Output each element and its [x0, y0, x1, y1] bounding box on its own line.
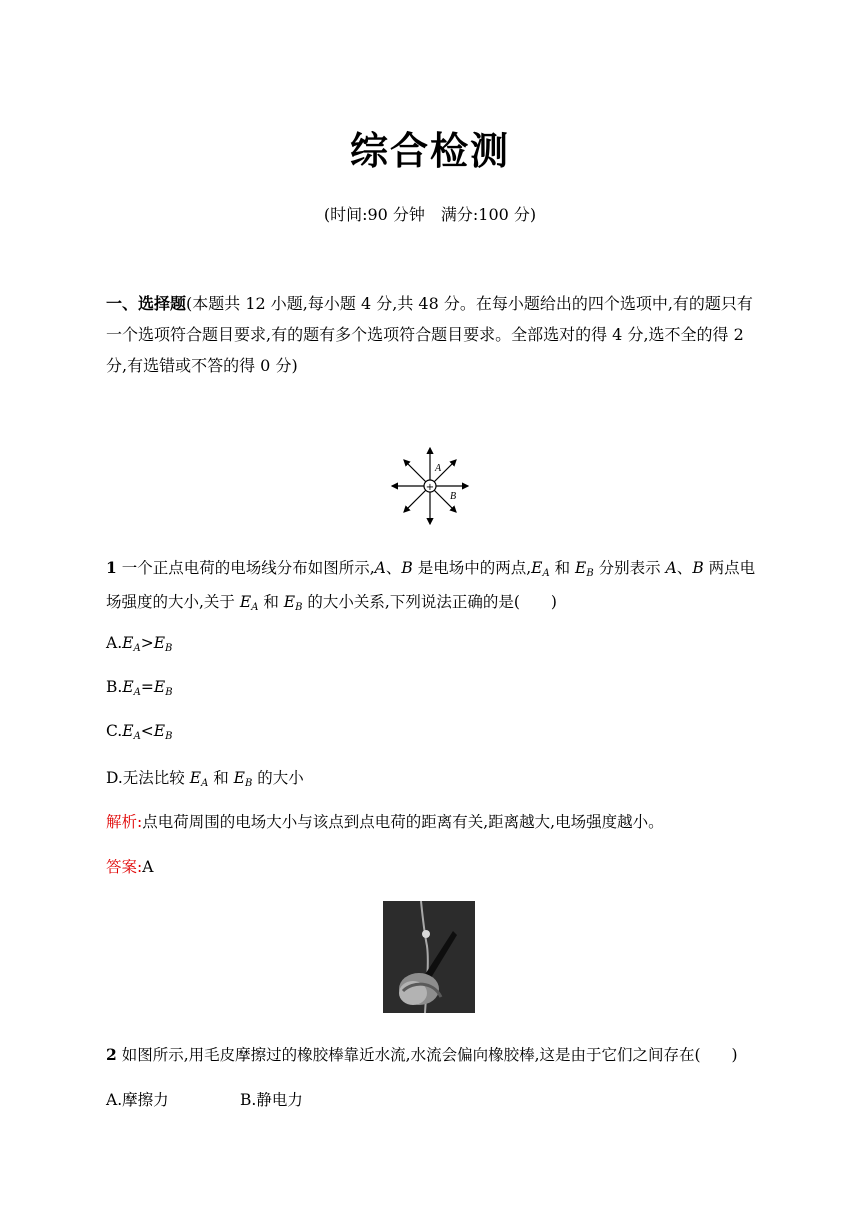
option-c: $C.E_A<E_B$ — [106, 722, 173, 742]
electric-field-figure — [388, 444, 472, 528]
question-number: 2 — [106, 1045, 117, 1064]
exam-info: (时间:90 分钟 满分:100 分) — [323, 205, 537, 224]
question-2-text: 2 如图所示,用毛皮摩擦过的橡胶棒靠近水流,水流会偏向橡胶棒,这是由于它们之间存在( ) — [106, 1045, 738, 1064]
option-b: $B.E_A=E_B$ — [106, 678, 173, 698]
section-text: (本题共 12 小题,每小题 4 分,共 48 分。在每小题给出的四个选项中,有的题只有一个选项符合题目要求,有的题有多个选项符合题目要求。全部选对的得 4 分,选不全的得 2 分,有选错或不答的得 0 分) — [106, 294, 753, 375]
answer-label: 答案: — [106, 858, 143, 876]
analysis-label: 解析: — [106, 813, 143, 831]
section-heading: 一、选择题 — [106, 294, 187, 313]
q2-option-a: A.摩擦力 — [106, 1091, 169, 1109]
question-1-text: 1 一个正点电荷的电场线分布如图所示,A、B 是电场中的两点$,E_A$ 和 $E_B$ 分别表示 A、B 两点电场强度的大小,关于 $E_A$ 和 $E_B$ 的大小关系,下列说法正确的是( ) — [106, 558, 756, 613]
option-a: $A.E_A>E_B$ — [106, 634, 173, 654]
question-number: 1 — [106, 558, 117, 577]
option-d: D.无法比较 $E_A$ 和 $E_B$ 的大小 — [106, 769, 304, 789]
point-a-label: A — [435, 463, 442, 474]
rubber-rod-photo — [383, 901, 475, 1013]
point-b-label: B — [450, 491, 457, 502]
page-title: 综合检测 — [349, 129, 510, 173]
answer: 答案:A — [106, 858, 154, 876]
analysis: 解析:点电荷周围的电场大小与该点到点电荷的距离有关,距离越大,电场强度越小。 — [106, 813, 664, 831]
charge-sign: + — [425, 482, 435, 493]
q2-option-b: B.静电力 — [240, 1091, 303, 1109]
section-instructions — [106, 288, 756, 381]
